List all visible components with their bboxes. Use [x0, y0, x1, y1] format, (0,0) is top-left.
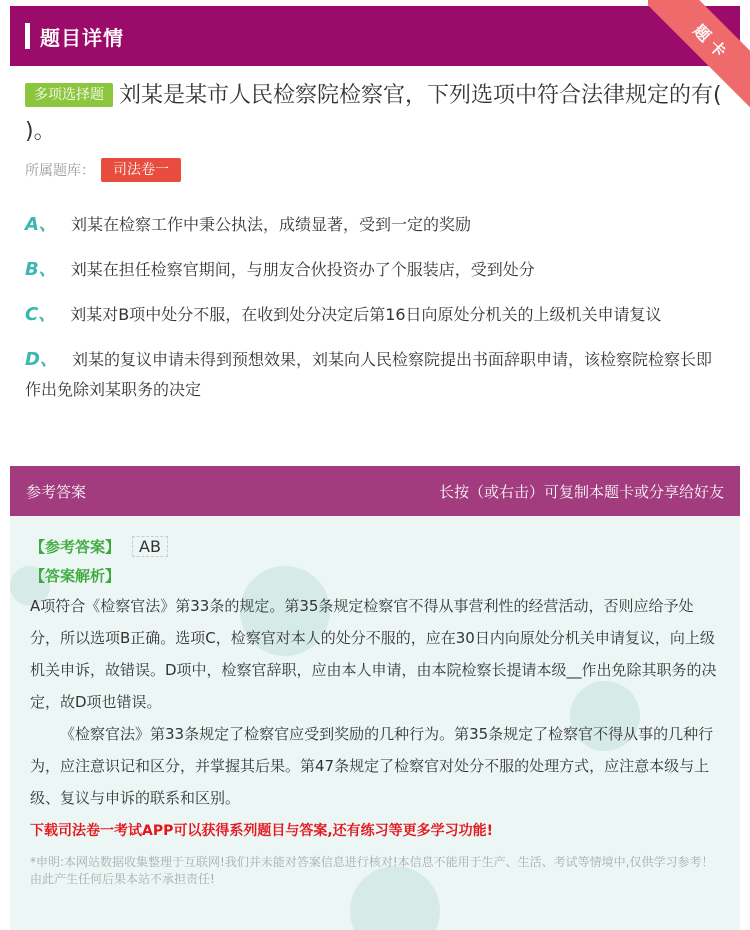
page-header — [10, 6, 740, 66]
answer-content — [30, 536, 720, 888]
option-text: 刘某的复议申请未得到预想效果，刘某向人民检察院提出书面辞职申请，该检察院检察长即作出免除刘某职务的决定 — [25, 350, 712, 399]
answer-section-title: 参考答案 — [26, 482, 87, 501]
answer-section-bar — [10, 466, 740, 516]
question-library — [25, 158, 181, 182]
reference-answer-row — [30, 536, 720, 557]
question-type-badge: 多项选择题 — [25, 83, 113, 107]
options-list — [25, 210, 725, 420]
download-app-link[interactable]: 下载司法卷一考试APP可以获得系列题目与答案,还有练习等更多学习功能! — [30, 823, 494, 839]
reference-answer-label: 【参考答案】 — [30, 538, 121, 556]
answer-panel — [10, 516, 740, 930]
question-stem — [25, 78, 725, 150]
page-title: 题目详情 — [40, 25, 124, 50]
analysis-paragraph-2: 《检察官法》第33条规定了检察官应受到奖励的几种行为。第35条规定了检察官不得从事的几种行为，应注意识记和区分，并掌握其后果。第47条规定了检察官对处分不服的处理方式，应注意本级与上级、复议与申诉的联系和区别。 — [30, 725, 714, 807]
question-text: 刘某是某市人民检察院检察官，下列选项中符合法律规定的有( )。 — [25, 83, 722, 144]
analysis-paragraph-1: A项符合《检察官法》第33条的规定。第35条规定检察官不得从事营利性的经营活动，否则应给予处分，所以选项B正确。选项C，检察官对本人的处分不服的，应在30日内向原处分机关申请复议，向上级机关申诉，故错误。D项中，检察官辞职，应由本人申请，由本院检察长提请本级__作出免除其职务的决定，故D项也错误。 — [30, 597, 717, 711]
library-label: 所属题库： — [25, 163, 95, 179]
option-text: 刘某在检察工作中秉公执法，成绩显著，受到一定的奖励 — [70, 215, 471, 234]
option-c[interactable] — [25, 300, 725, 330]
option-letter: B、 — [25, 259, 57, 280]
option-letter: A、 — [25, 214, 57, 235]
corner-ribbon-label: 题卡 — [648, 0, 750, 110]
option-d[interactable] — [25, 345, 725, 405]
library-tag[interactable]: 司法卷一 — [101, 158, 181, 182]
option-text: 刘某对B项中处分不服，在收到处分决定后第16日向原处分机关的上级机关申请复议 — [70, 305, 662, 324]
option-letter: C、 — [25, 304, 57, 325]
header-accent-bar — [25, 23, 30, 49]
option-text: 刘某在担任检察官期间，与朋友合伙投资办了个服装店，受到处分 — [70, 260, 535, 279]
disclaimer-text: *申明:本网站数据收集整理于互联网!我们并未能对答案信息进行核对!本信息不能用于生产、生活、考试等情境中,仅供学习参考！由此产生任何后果本站不承担责任! — [30, 855, 714, 886]
analysis-label: 【答案解析】 — [30, 567, 121, 585]
reference-answer-value: AB — [132, 536, 168, 557]
share-hint: 长按（或右击）可复制本题卡或分享给好友 — [438, 482, 724, 501]
option-b[interactable] — [25, 255, 725, 285]
option-a[interactable] — [25, 210, 725, 240]
option-letter: D、 — [25, 349, 58, 370]
